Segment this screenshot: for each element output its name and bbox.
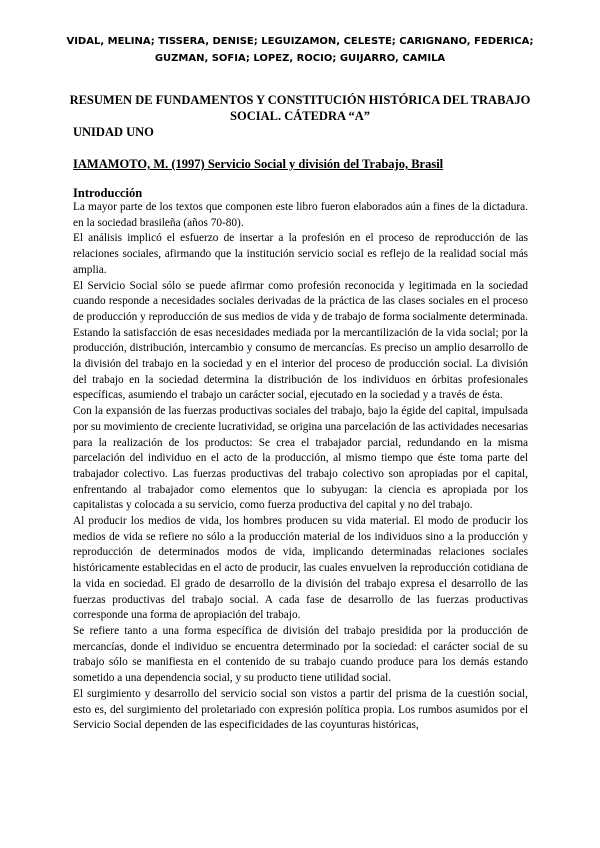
body-text bbox=[73, 200, 528, 734]
document-title: RESUMEN DE FUNDAMENTOS Y CONSTITUCIÓN HISTÓRICA DEL TRABAJO SOCIAL. CÁTEDRA “A” bbox=[69, 93, 531, 123]
paragraph: El Servicio Social sólo se puede afirmar como profesión reconocida y legitimada en la sociedad cuando responde a necesidades sociales derivadas de la práctica de las clases sociales en el proceso de producción y reproducción de sus medios de vida y de trabajo de forma socialmente determinada. Estando la satisfacción de esas necesidades mediada por la mercantilización de la vida social; por la producción, distribución, intercambio y consumo de mercancías. Es preciso un amplio desarrollo de la división del trabajo en la sociedad y en el interior del proceso de producción social. La división del trabajo en la sociedad determina la distribución de los individuos en órbitas profesionales específicas, asumiendo el trabajo un carácter social, ejecutado en la sociedad y a través de ésta. bbox=[73, 279, 528, 402]
paragraph: El surgimiento y desarrollo del servicio social son vistos a partir del prisma de la cuestión social, esto es, del surgimiento del proletariado con expresión política propia. Los rumbos asumidos por el Servicio Social dependen de las especificidades de las coyunturas históricas, bbox=[73, 687, 528, 732]
section-heading: Introducción bbox=[73, 186, 143, 200]
paragraph: Con la expansión de las fuerzas productivas sociales del trabajo, bajo la égide del capital, impulsada por su movimiento de creciente lucratividad, se origina una parcelación de las actividades necesarias para la realización de los productos: Se crea el trabajador parcial, redundando en la misma parcelación del individuo en el acto de la producción, al mismo tiempo que éste toma parte del trabajador colectivo. Las fuerzas productivas del trabajo colectivo son apropiadas por el capital, enfrentando al trabajador como elementos que lo subyugan: la ciencia es apropiada por los capitalistas y colocada a su servicio, como fuerza productiva del capital y no del trabajo. bbox=[73, 405, 528, 512]
paragraph: El análisis implicó el esfuerzo de insertar a la profesión en el proceso de reproducción de las relaciones sociales, afirmando que la institución servicio social es reflejo de la realidad social más amplia. bbox=[73, 232, 528, 276]
paragraph: Se refiere tanto a una forma específica de división del trabajo presidida por la producción de mercancías, donde el individuo se encuentra determinado por la sociedad: el carácter social de su trabajo sólo se manifiesta en el contenido de su trabajo cuando produce para los demás estando sometido a una dependencia social, y su producto tiene utilidad social. bbox=[73, 624, 528, 685]
author-list: VIDAL, MELINA; TISSERA, DENISE; LEGUIZAMON, CELESTE; CARIGNANO, FEDERICA; GUZMAN, SOFIA; LOPEZ, ROCIO; GUIJARRO, CAMILA bbox=[66, 36, 534, 64]
bibliographic-reference: IAMAMOTO, M. (1997) Servicio Social y división del Trabajo, Brasil bbox=[73, 157, 444, 171]
paragraph: Al producir los medios de vida, los hombres producen su vida material. El modo de producir los medios de vida se refiere no sólo a la producción material de los individuos sino a la producción y reproducción de determinados modos de vida, implicando determinadas relaciones sociales históricamente establecidas en el acto de producir, las cuales envuelven la reproducción cotidiana de la vida en sociedad. El grado de desarrollo de la división del trabajo expresa el desarrollo de las fuerzas productivas del trabajo social. A cada fase de desarrollo de las fuerzas productivas corresponde una forma de apropiación del trabajo. bbox=[73, 515, 528, 622]
unit-heading: UNIDAD UNO bbox=[73, 125, 154, 139]
paragraph: La mayor parte de los textos que componen este libro fueron elaborados aún a fines de la dictadura. en la sociedad brasileña (años 70-80). bbox=[73, 201, 528, 229]
